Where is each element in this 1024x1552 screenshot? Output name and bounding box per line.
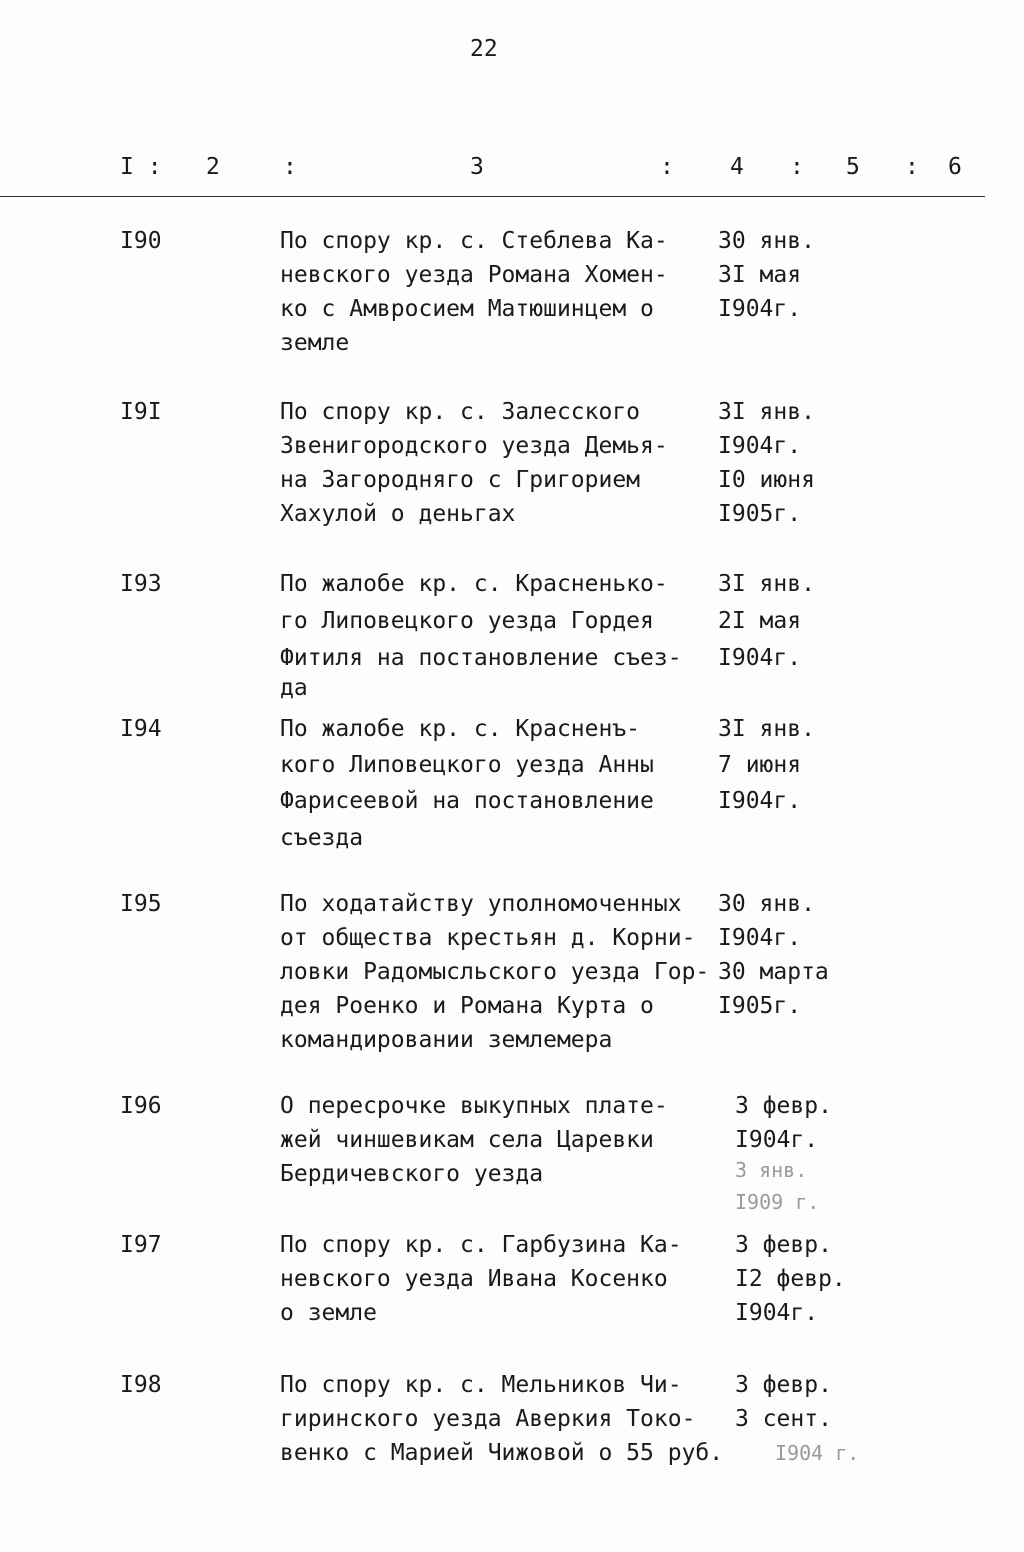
text-line: да [280, 675, 308, 701]
header-sep: : [283, 154, 297, 180]
entry-description [280, 567, 682, 705]
text-line: По спору кр. с. Мельников Чи- [280, 1372, 682, 1398]
text-line: невского уезда Ивана Косенко [280, 1266, 668, 1292]
text-line: от общества крестьян д. Корни- [280, 925, 696, 951]
text-line: По спору кр. с. Стеблева Ка- [280, 228, 668, 254]
date-line: 30 янв. [718, 891, 815, 917]
date-line: 30 янв. [718, 228, 815, 254]
header-sep: : [905, 154, 919, 180]
faint-date-line: 3 янв. [735, 1158, 808, 1182]
date-line: I904г. [718, 433, 802, 459]
text-line: о земле [280, 1300, 377, 1326]
text-line: Бердичевского уезда [280, 1161, 544, 1187]
date-line: 3 сент. [735, 1406, 832, 1432]
date-line: 3 февр. [735, 1372, 832, 1398]
header-col-2: 2 [206, 154, 220, 180]
text-line: Фитиля на постановление съез- [280, 645, 682, 671]
entry-dates [718, 887, 829, 1023]
entry-description [280, 712, 654, 855]
entry-dates [718, 567, 815, 675]
header-sep: : [660, 154, 674, 180]
entry-number: I9I [120, 399, 162, 425]
date-line: I904г. [718, 788, 802, 814]
text-line: ко с Амвросием Матюшинцем о [280, 296, 654, 322]
entry-description [280, 1228, 682, 1330]
entry-description [280, 224, 668, 360]
entry-dates [718, 395, 815, 531]
entry-number: I98 [120, 1372, 162, 1398]
entry-dates [718, 712, 815, 818]
date-line: 30 марта [718, 959, 829, 985]
header-sep: : [790, 154, 804, 180]
date-line: I904г. [735, 1127, 819, 1153]
date-line: 7 июня [718, 752, 802, 778]
text-line: невского уезда Романа Хомен- [280, 262, 668, 288]
faint-date-line: I904 г. [775, 1441, 860, 1465]
date-line: 3 февр. [735, 1232, 832, 1258]
entry-description [280, 887, 709, 1057]
entry-dates [735, 1228, 846, 1330]
header-col-5: 5 [846, 154, 860, 180]
faint-date-line: I909 г. [735, 1190, 820, 1214]
text-line: гиринского уезда Аверкия Токо- [280, 1406, 696, 1432]
text-line: го Липовецкого уезда Гордея [280, 608, 654, 634]
text-line: Фарисеевой на постановление [280, 788, 654, 814]
date-line: 3 февр. [735, 1093, 832, 1119]
entry-number: I97 [120, 1232, 162, 1258]
date-line: I904г. [718, 296, 802, 322]
text-line: земле [280, 330, 350, 356]
date-line: I0 июня [718, 467, 815, 493]
text-line: По жалобе кр. с. Красненько- [280, 571, 668, 597]
entry-dates [735, 1089, 832, 1219]
header-rule [0, 196, 985, 197]
entry-dates [735, 1368, 859, 1470]
header-col-4: 4 [730, 154, 744, 180]
entry-description [280, 1368, 723, 1470]
text-line: жей чиншевикам села Царевки [280, 1127, 654, 1153]
header-col-6: 6 [948, 154, 962, 180]
text-line: Хахулой о деньгах [280, 501, 516, 527]
entry-number: I93 [120, 571, 162, 597]
text-line: дея Роенко и Романа Курта о [280, 993, 654, 1019]
date-line: I904г. [718, 925, 802, 951]
header-col-1: I : [120, 154, 162, 180]
entry-description [280, 1089, 668, 1191]
text-line: ловки Радомысльского уезда Гор- [280, 959, 710, 985]
text-line: кого Липовецкого уезда Анны [280, 752, 654, 778]
text-line: По жалобе кр. с. Красненъ- [280, 716, 641, 742]
entry-description [280, 395, 668, 531]
header-col-3: 3 [470, 154, 484, 180]
entry-number: I96 [120, 1093, 162, 1119]
date-line: 3I мая [718, 262, 802, 288]
text-line: По ходатайству уполномоченных [280, 891, 682, 917]
date-line: I905г. [718, 501, 802, 527]
date-line: I904г. [718, 645, 802, 671]
date-line: 2I мая [718, 608, 802, 634]
entry-number: I90 [120, 228, 162, 254]
date-line: I905г. [718, 993, 802, 1019]
entry-number: I94 [120, 716, 162, 742]
date-line: 3I янв. [718, 399, 815, 425]
text-line: командировании землемера [280, 1027, 613, 1053]
text-line: венко с Марией Чижовой о 55 руб. [280, 1440, 724, 1466]
text-line: О пересрочке выкупных плате- [280, 1093, 668, 1119]
text-line: Звенигородского уезда Демья- [280, 433, 668, 459]
text-line: По спору кр. с. Гарбузина Ка- [280, 1232, 682, 1258]
page-number: 22 [470, 36, 498, 62]
text-line: съезда [280, 825, 364, 851]
text-line: По спору кр. с. Залесского [280, 399, 641, 425]
date-line: 3I янв. [718, 571, 815, 597]
entry-dates [718, 224, 815, 326]
entry-number: I95 [120, 891, 162, 917]
text-line: на Загородняго с Григорием [280, 467, 641, 493]
date-line: I2 февр. [735, 1266, 846, 1292]
date-line: 3I янв. [718, 716, 815, 742]
date-line: I904г. [735, 1300, 819, 1326]
